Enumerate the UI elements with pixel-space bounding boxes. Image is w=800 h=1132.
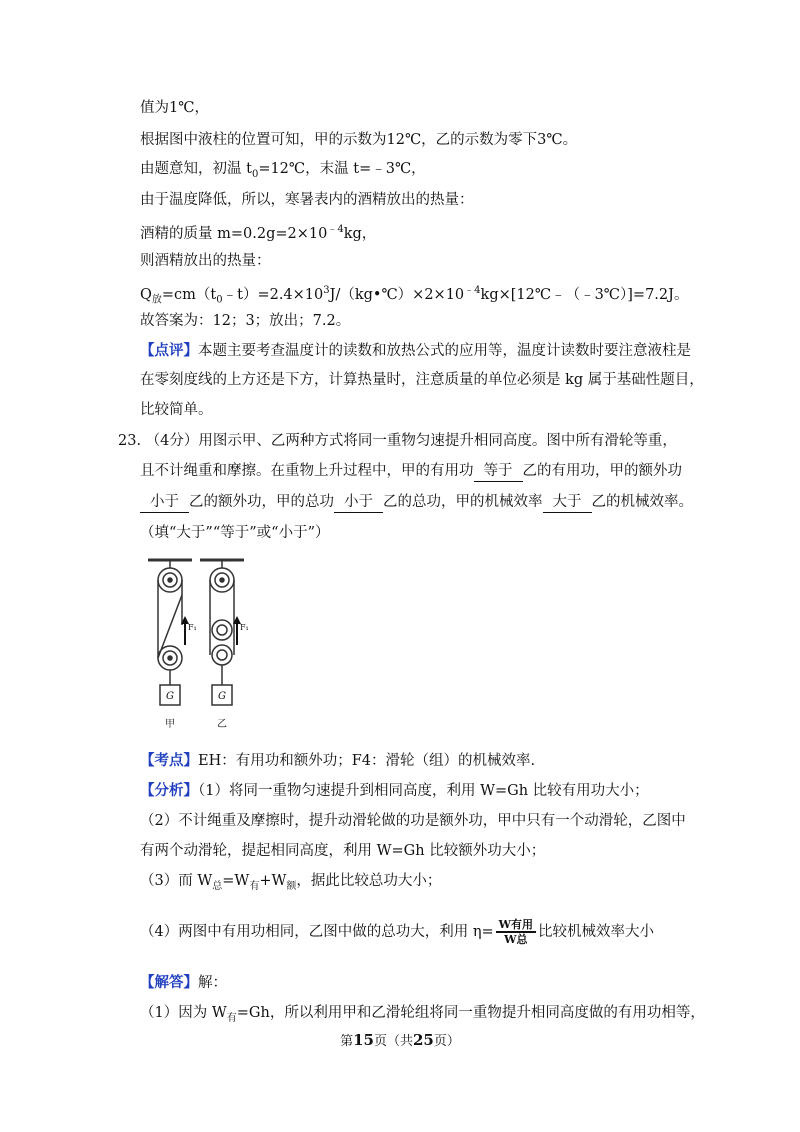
review-line: 在零刻度线的上方还是下方，计算热量时，注意质量的单位必须是 kg 属于基础性题目， — [140, 372, 704, 388]
efficiency-fraction: $\frac{\text{W有用}}{\text{W总}}$ — [496, 918, 536, 946]
label-yi: 乙 — [217, 719, 227, 730]
answer-blank: 小于 — [334, 492, 383, 513]
page-footer: 第15页（共25页） — [340, 1031, 460, 1049]
force-label-jia: F₁ — [188, 623, 197, 632]
text-line: 有两个动滑轮，提起相同高度，利用 W=Gh 比较额外功大小； — [140, 843, 546, 859]
text-line: （3）而 $W_总=W_有+W_额$，据此比较总功大小； — [140, 873, 442, 892]
text-line: 值为1℃， — [140, 100, 209, 116]
answer-blank: 等于 — [474, 461, 523, 482]
question-text: 小于 乙的额外功，甲的总功 小于 乙的总功，甲的机械效率 大于 乙的机械效率。 — [140, 492, 693, 513]
text-line: （4）两图中有用功相同，乙图中做的总功大，利用 η= $\frac{\text{W有用}}{\text{W总}}$ 比较机械效率大小 — [140, 918, 655, 946]
answer-line: 故答案为：12；3；放出；7.2。 — [140, 313, 351, 329]
text-line: （1）因为 $W_有=Gh$，所以利用甲和乙滑轮组将同一重物提升相同高度做的有用功相等， — [140, 1005, 705, 1024]
text-line: （2）不计绳重及摩擦时，提升动滑轮做的功是额外功，甲中只有一个动滑轮，乙图中 — [140, 813, 686, 829]
question-text: 且不计绳重和摩擦。在重物上升过程中，甲的有用功 等于 乙的有用功，甲的额外功 — [140, 461, 682, 482]
question-text: 23. （4分）用图示甲、乙两种方式将同一重物匀速提升相同高度。图中所有滑轮等重， — [118, 433, 677, 449]
jieda-line: 【解答】解： — [140, 974, 227, 991]
force-label-yi: F₁ — [240, 623, 249, 632]
answer-blank: 大于 — [543, 492, 592, 513]
fenxi-tag: 【分析】 — [140, 782, 198, 799]
text-line: 根据图中液柱的位置可知，甲的示数为12℃，乙的示数为零下3℃。 — [140, 132, 578, 148]
pulley-figure — [140, 550, 280, 735]
weight-label-yi: G — [218, 691, 226, 702]
label-jia: 甲 — [165, 719, 175, 730]
review-tag: 【点评】 — [140, 342, 198, 359]
review-line: 【点评】本题主要考查温度计的读数和放热公式的应用等，温度计读数时要注意液柱是 — [140, 342, 691, 359]
kaodian-line: 【考点】EH：有用功和额外功；F4：滑轮（组）的机械效率. — [140, 752, 536, 769]
page-number: 15 — [353, 1031, 374, 1049]
text-line: 由题意知，初温 $t_0=12℃$，末温 t=﹣3℃， — [140, 161, 426, 180]
jieda-tag: 【解答】 — [140, 974, 198, 991]
review-line: 比较简单。 — [140, 402, 213, 418]
weight-label-jia: G — [166, 691, 174, 702]
formula-line: $Q_放=cm(t_0﹣t)=2.4\times 10^3J/(kg•℃)\times 2\times 10^{﹣4}kg\times[12℃﹣(﹣3℃)]=7.2J$。 — [140, 285, 689, 306]
question-text: （填“大于”“等于”或“小于”） — [140, 525, 330, 541]
text-line: 由于温度降低，所以，寒暑表内的酒精放出的热量： — [140, 192, 474, 208]
page-total: 25 — [413, 1031, 434, 1049]
fenxi-line: 【分析】（1）将同一重物匀速提升到相同高度，利用 W=Gh 比较有用功大小； — [140, 782, 649, 799]
text-line: 酒精的质量 $m=0.2g=2\times 10^{﹣4}kg$， — [140, 224, 377, 242]
text-line: 则酒精放出的热量： — [140, 253, 271, 269]
kaodian-tag: 【考点】 — [140, 752, 198, 769]
answer-blank: 小于 — [140, 492, 189, 513]
